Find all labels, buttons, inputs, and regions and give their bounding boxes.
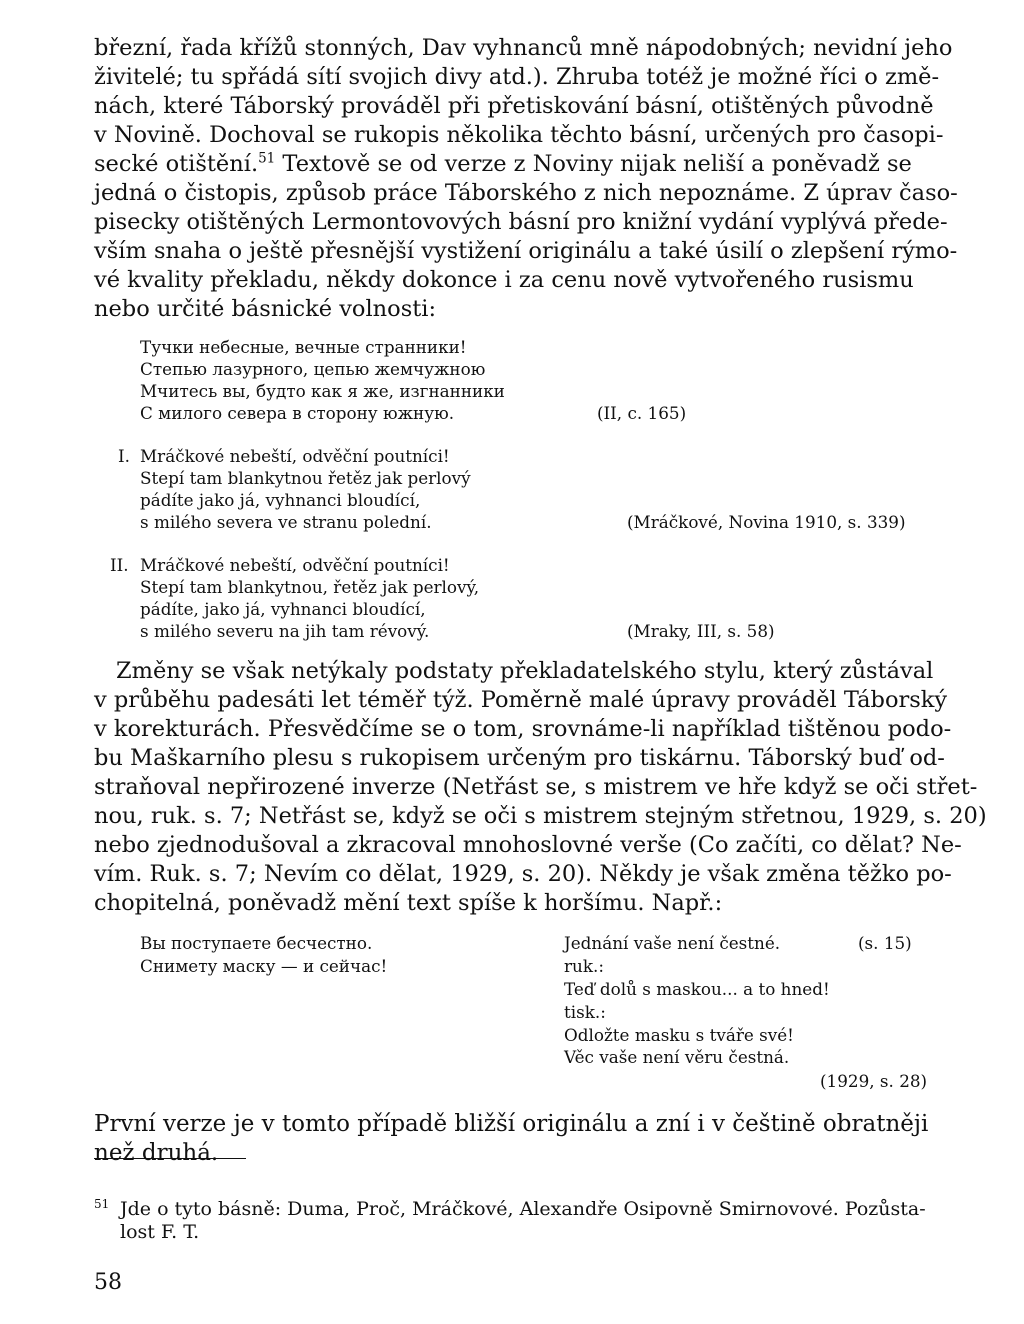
verse-source: (s. 15) <box>858 933 912 953</box>
text-line: v Novině. Dochoval se rukopis několika těchto básní, určených pro časopi- <box>94 122 944 148</box>
footnote-text: Jde o tyto básně: Duma, Proč, Mráčkové, Alexandře Osipovně Smirnovové. Pozůsta- <box>120 1198 926 1220</box>
text-segment: Textově se od verze z Noviny nijak neliší a poněvadž se <box>275 151 912 177</box>
variant-label: ruk.: <box>564 956 604 976</box>
russian-verse: Тучки небесные, вечные странники! <box>140 337 467 357</box>
czech-verse: Jednání vaše není čestné. <box>564 933 781 953</box>
variant-label: tisk.: <box>564 1002 606 1022</box>
version-label: I. <box>118 446 130 466</box>
verse-source: (II, c. 165) <box>597 403 687 423</box>
text-line: v korekturách. Přesvědčíme se o tom, srovnáme-li například tištěnou podo- <box>94 716 952 742</box>
text-line: vím. Ruk. s. 7; Nevím co dělat, 1929, s. 20). Někdy je však změna těžko po- <box>94 861 952 887</box>
text-line: Změny se však netýkaly podstaty překladatelského stylu, který zůstával <box>116 658 934 684</box>
text-line: nebo určité básnické volnosti: <box>94 296 437 322</box>
text-line <box>94 150 912 178</box>
text-line: jedná o čistopis, způsob práce Táborského z nich nepoznáme. Z úprav časo- <box>94 180 958 206</box>
version-label: II. <box>110 555 129 575</box>
text-line: nách, které Táborský prováděl při přetiskování básní, otištěných původně <box>94 93 934 119</box>
verse-source: (Mráčkové, Novina 1910, s. 339) <box>627 512 906 532</box>
text-line: pisecky otištěných Lermontovových básní pro knižní vydání vyplývá přede- <box>94 209 948 235</box>
text-line: nou, ruk. s. 7; Netřást se, když se oči s mistrem stejným střetnou, 1929, s. 20) <box>94 803 987 829</box>
text-line: První verze je v tomto případě bližší originálu a zní i v češtině obratněji <box>94 1111 929 1137</box>
text-line: chopitelná, poněvadž mění text spíše k horšímu. Např.: <box>94 890 723 916</box>
text-line: v průběhu padesáti let téměř týž. Poměrně malé úpravy prováděl Táborský <box>94 687 948 713</box>
text-line: nebo zjednodušoval a zkracoval mnohoslovné verše (Co začíti, co dělat? Ne- <box>94 832 962 858</box>
russian-verse: Степью лазурного, цепью жемчужною <box>140 359 486 379</box>
text-line: březní, řada křížů stonných, Dav vyhnanců mně nápodobných; nevidní jeho <box>94 35 953 61</box>
footnote-divider <box>94 1158 246 1159</box>
russian-verse: Снимету маску — и сейчас! <box>140 956 388 976</box>
footnote-number: 51 <box>94 1197 110 1211</box>
verse-source: (Mraky, III, s. 58) <box>627 621 775 641</box>
czech-verse: Teď dolů s maskou... a to hned! <box>564 979 830 999</box>
czech-verse: Stepí tam blankytnou řetěz jak perlový <box>140 468 471 488</box>
footnote-reference: 51 <box>258 150 276 167</box>
russian-verse: Мчитесь вы, будто как я же, изгнанники <box>140 381 505 401</box>
text-line: než druhá. <box>94 1140 219 1166</box>
text-line: straňoval nepřirozené inverze (Netřást se, s mistrem ve hře když se oči střet- <box>94 774 978 800</box>
footnote-text: lost F. T. <box>120 1221 200 1243</box>
russian-verse: Вы поступаете бесчестно. <box>140 933 373 953</box>
czech-verse: s milého severu na jih tam révový. <box>140 621 430 641</box>
russian-verse: С милого севера в сторону южную. <box>140 403 455 423</box>
text-line: vé kvality překladu, někdy dokonce i za cenu nově vytvořeného rusismu <box>94 267 914 293</box>
czech-verse: pádíte, jako já, vyhnanci bloudící, <box>140 599 426 619</box>
text-segment: secké otištění. <box>94 151 259 177</box>
czech-verse: pádíte jako já, vyhnanci bloudící, <box>140 490 421 510</box>
czech-verse: Mráčkové nebeští, odvěční poutníci! <box>140 446 450 466</box>
text-line: bu Maškarního plesu s rukopisem určeným pro tiskárnu. Táborský buď od- <box>94 745 945 771</box>
czech-verse: Věc vaše není věru čestná. <box>564 1047 790 1067</box>
page-number: 58 <box>94 1270 122 1295</box>
verse-source: (1929, s. 28) <box>820 1071 928 1091</box>
text-line: vším snaha o ještě přesnější vystižení originálu a také úsilí o zlepšení rýmo- <box>94 238 958 264</box>
czech-verse: Odložte masku s tváře své! <box>564 1025 794 1045</box>
czech-verse: Mráčkové nebeští, odvěční poutníci! <box>140 555 450 575</box>
czech-verse: s milého severa ve stranu polední. <box>140 512 432 532</box>
czech-verse: Stepí tam blankytnou, řetěz jak perlový, <box>140 577 480 597</box>
text-line: živitelé; tu spřádá sítí svojich divy atd.). Zhruba totéž je možné říci o změ- <box>94 64 940 90</box>
